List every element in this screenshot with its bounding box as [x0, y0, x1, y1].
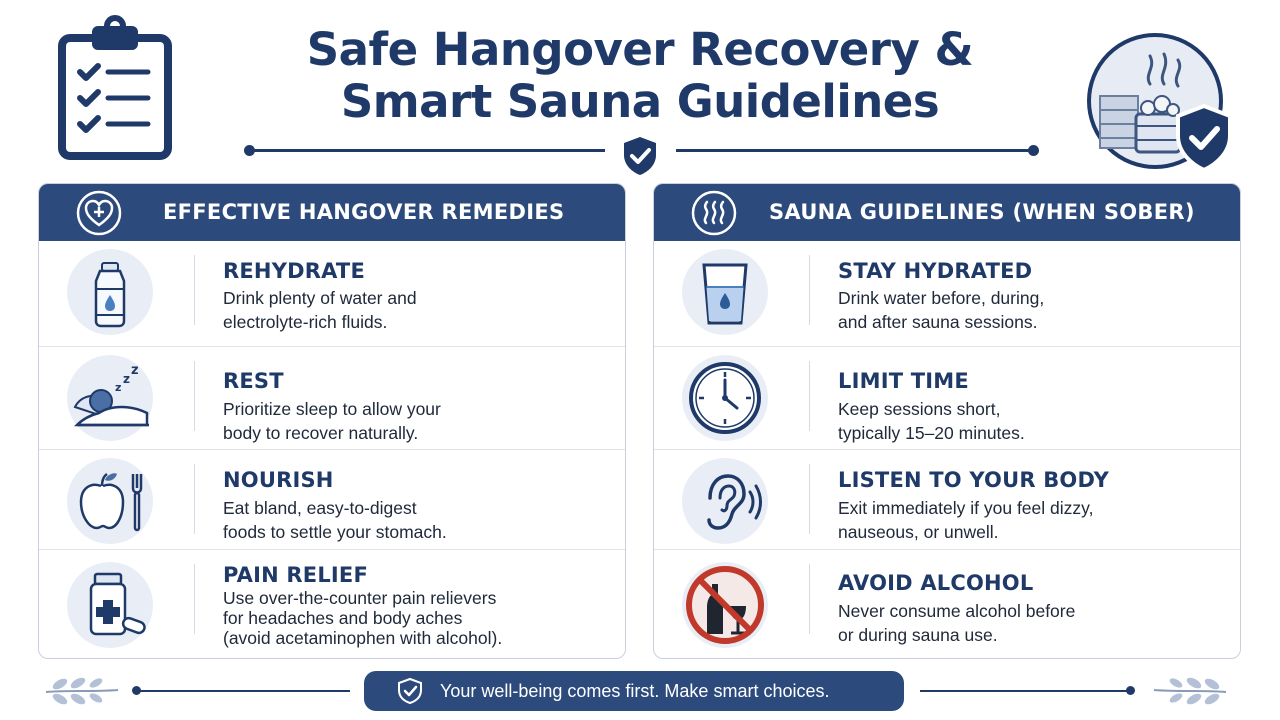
- item-description-line: Use over-the-counter pain relievers: [223, 588, 497, 608]
- water-bottle-icon: [67, 249, 153, 335]
- title-rule-left: [250, 149, 605, 152]
- row-divider: [809, 361, 810, 431]
- ear-icon: [682, 458, 768, 544]
- footer-banner: [364, 671, 904, 711]
- title-line-2: Smart Sauna Guidelines: [340, 75, 940, 128]
- footer-rule-left: [138, 690, 350, 692]
- svg-text:z: z: [115, 381, 122, 394]
- title-rule-dot-right: [1028, 145, 1039, 156]
- row-divider: [194, 255, 195, 325]
- item-description-line: Drink plenty of water and: [223, 288, 417, 308]
- panel-title: EFFECTIVE HANGOVER REMEDIES: [163, 200, 565, 224]
- heart-plus-icon: [75, 189, 123, 237]
- panel-header: [654, 184, 1240, 241]
- svg-text:z: z: [123, 372, 130, 386]
- item-description-line: Exit immediately if you feel dizzy,: [838, 498, 1094, 518]
- item-description-line: for headaches and body aches: [223, 608, 463, 628]
- sauna-badge-icon: [1080, 26, 1250, 176]
- title-rule-right: [676, 149, 1031, 152]
- sleeping-person-icon: [67, 355, 153, 441]
- footer-rule-dot-right: [1126, 686, 1135, 695]
- icon-circle: [682, 355, 768, 441]
- title-line-1: Safe Hangover Recovery &: [306, 23, 974, 76]
- list-item-listen-to-your-body: [654, 449, 1240, 549]
- clipboard-checklist-icon: [54, 14, 178, 164]
- row-divider: [809, 255, 810, 325]
- list-item-stay-hydrated: [654, 241, 1240, 341]
- item-description-line: or during sauna use.: [838, 625, 998, 645]
- apple-fork-icon: [67, 458, 153, 544]
- item-description-line: nauseous, or unwell.: [838, 522, 999, 542]
- medicine-bottle-icon: [67, 562, 153, 648]
- icon-circle: [682, 562, 768, 648]
- clock-icon: [682, 355, 768, 441]
- row-divider: [194, 464, 195, 534]
- item-title: STAY HYDRATED: [838, 259, 1033, 283]
- item-description-line: (avoid acetaminophen with alcohol).: [223, 628, 503, 648]
- item-title: LIMIT TIME: [838, 369, 969, 393]
- hangover-remedies-panel: [38, 183, 626, 659]
- panel-header: [39, 184, 625, 241]
- footer-rule-right: [920, 690, 1128, 692]
- item-description-line: body to recover naturally.: [223, 423, 419, 443]
- item-description-line: foods to settle your stomach.: [223, 522, 447, 542]
- list-item-avoid-alcohol: [654, 549, 1240, 659]
- steam-icon: [690, 189, 738, 237]
- item-description-line: Drink water before, during,: [838, 288, 1045, 308]
- item-title: NOURISH: [223, 468, 334, 492]
- panel-title: SAUNA GUIDELINES (WHEN SOBER): [769, 200, 1195, 224]
- list-item-pain-relief: [39, 549, 625, 659]
- item-description-line: Keep sessions short,: [838, 399, 1001, 419]
- list-item-limit-time: [654, 346, 1240, 446]
- shield-check-icon: [396, 677, 424, 705]
- item-title: REHYDRATE: [223, 259, 365, 283]
- svg-text:z: z: [131, 363, 139, 378]
- icon-circle: [67, 249, 153, 335]
- item-title: PAIN RELIEF: [223, 563, 369, 587]
- item-description-line: Eat bland, easy-to-digest: [223, 498, 417, 518]
- footer-text: Your well-being comes first. Make smart choices.: [440, 681, 830, 701]
- no-alcohol-icon: [682, 562, 768, 648]
- icon-circle: [67, 458, 153, 544]
- item-description-line: Prioritize sleep to allow your: [223, 399, 441, 419]
- item-description-line: typically 15–20 minutes.: [838, 423, 1025, 443]
- icon-circle: [67, 355, 153, 441]
- water-glass-icon: [682, 249, 768, 335]
- row-divider: [194, 361, 195, 431]
- sauna-guidelines-panel: [653, 183, 1241, 659]
- item-title: REST: [223, 369, 284, 393]
- laurel-leaf-icon: [42, 670, 122, 710]
- page-title: [220, 24, 1060, 128]
- item-description-line: electrolyte-rich fluids.: [223, 312, 388, 332]
- icon-circle: [682, 249, 768, 335]
- item-title: LISTEN TO YOUR BODY: [838, 468, 1109, 492]
- item-title: AVOID ALCOHOL: [838, 571, 1034, 595]
- icon-circle: [682, 458, 768, 544]
- list-item-rehydrate: [39, 241, 625, 341]
- shield-check-icon: [620, 135, 660, 177]
- row-divider: [809, 464, 810, 534]
- item-description-line: and after sauna sessions.: [838, 312, 1038, 332]
- row-divider: [809, 564, 810, 634]
- list-item-rest: [39, 346, 625, 446]
- list-item-nourish: [39, 449, 625, 549]
- row-divider: [194, 564, 195, 634]
- item-description-line: Never consume alcohol before: [838, 601, 1076, 621]
- icon-circle: [67, 562, 153, 648]
- laurel-leaf-icon: [1150, 670, 1230, 710]
